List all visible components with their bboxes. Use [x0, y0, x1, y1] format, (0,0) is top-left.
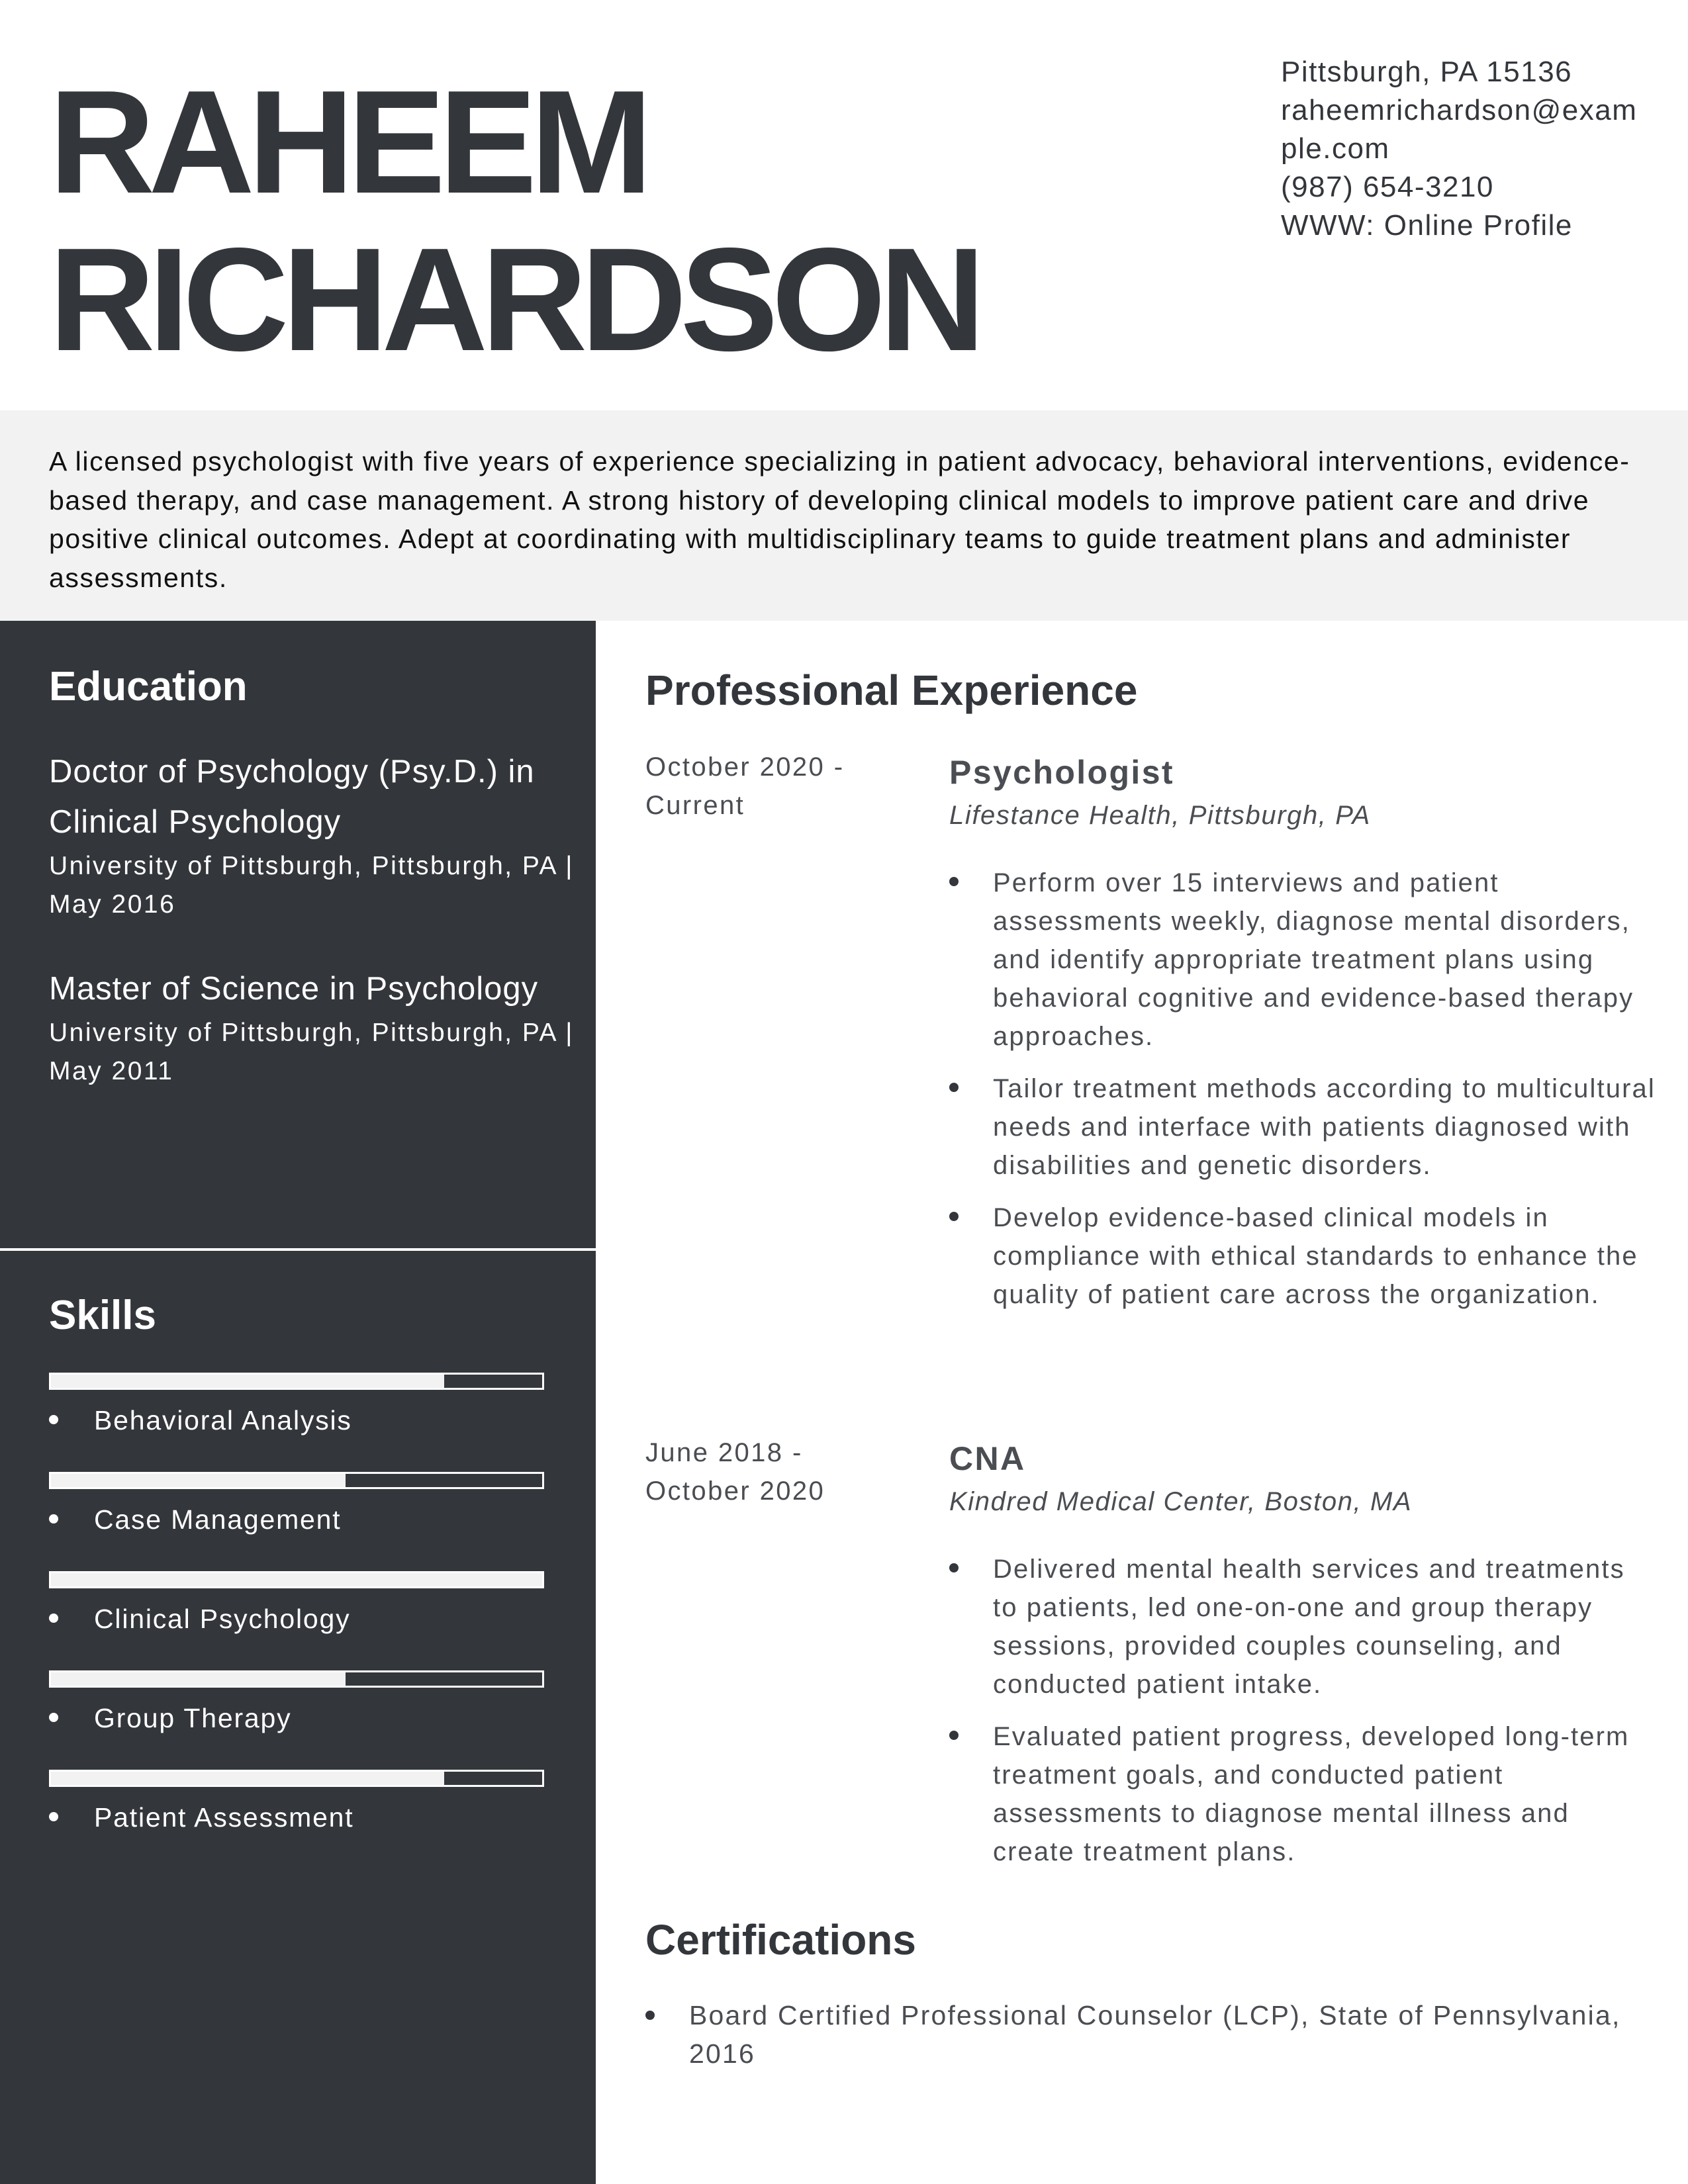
bullet-icon	[949, 1212, 959, 1221]
bullet-icon	[49, 1514, 58, 1524]
skill-label: Case Management	[94, 1504, 342, 1535]
education-school: University of Pittsburgh, Pittsburgh, PA | May 2016	[49, 852, 574, 919]
contact-location: Pittsburgh, PA 15136	[1281, 56, 1573, 88]
skill-level-bar	[49, 1373, 544, 1390]
certifications-title: Certifications	[645, 1916, 916, 1964]
summary-text: A licensed psychologist with five years of experience specializing in patient advocacy, behavioral interventions, evidence-based therapy, and case management. A strong history of developing clinical models to improve patient care and drive positive clinical outcomes. Adept at coordinating with multidisciplinary teams to guide treatment plans and administer assessments.	[49, 446, 1630, 593]
education-degree: Doctor of Psychology (Psy.D.) in Clinical Psychology	[49, 754, 535, 840]
job-bullet	[949, 1550, 1658, 1704]
job-title: Psychologist	[949, 754, 1174, 791]
bullet-icon	[49, 1713, 58, 1722]
certification-item	[645, 1996, 1658, 2073]
certification-text: Board Certified Professional Counselor (LCP), State of Pennsylvania, 2016	[689, 2000, 1621, 2069]
skill-level-fill	[51, 1772, 444, 1785]
skill-label: Patient Assessment	[94, 1802, 354, 1833]
skill-label: Behavioral Analysis	[94, 1405, 352, 1435]
sidebar-divider	[0, 1248, 596, 1251]
bullet-icon	[49, 1415, 58, 1424]
job-bullet	[949, 1069, 1658, 1185]
bullet-text: Tailor treatment methods according to multicultural needs and interface with patients diagnosed with disabilities and genetic disorders.	[993, 1074, 1656, 1180]
education-item	[49, 964, 579, 1091]
first-name: RAHEEM	[49, 60, 647, 224]
education-item	[49, 747, 579, 924]
bullet-icon	[949, 877, 959, 886]
job-dates: June 2018 - October 2020	[645, 1438, 825, 1506]
skill-level-bar	[49, 1770, 544, 1787]
bullet-icon	[949, 1731, 959, 1740]
job-bullet	[949, 864, 1658, 1056]
skill-level-bar	[49, 1670, 544, 1688]
bullet-icon	[949, 1563, 959, 1572]
skill-item	[49, 1600, 565, 1640]
job-bullets	[949, 864, 1658, 1328]
bullet-icon	[49, 1614, 58, 1623]
skill-level-bar	[49, 1571, 544, 1588]
bullet-text: Develop evidence-based clinical models in compliance with ethical standards to enhance the quality of patient care across the organization.	[993, 1203, 1638, 1309]
skill-label: Group Therapy	[94, 1703, 292, 1733]
job-bullets	[949, 1550, 1658, 1885]
experience-title: Professional Experience	[645, 666, 1138, 714]
job-company: Lifestance Health, Pittsburgh, PA	[949, 801, 1371, 830]
summary-section	[0, 410, 1688, 621]
skill-level-fill	[51, 1672, 346, 1686]
sidebar	[0, 621, 596, 2184]
skill-item	[49, 1700, 565, 1739]
skill-level-fill	[51, 1474, 346, 1487]
education-title: Education	[49, 664, 248, 709]
candidate-name	[49, 60, 1174, 382]
bullet-icon	[49, 1812, 58, 1821]
contact-phone: (987) 654-3210	[1281, 171, 1494, 203]
education-school: University of Pittsburgh, Pittsburgh, PA | May 2011	[49, 1019, 574, 1085]
bullet-text: Evaluated patient progress, developed long-term treatment goals, and conducted patient assessments to diagnose mental illness and create treatment plans.	[993, 1722, 1630, 1866]
skill-level-fill	[51, 1375, 444, 1388]
bullet-icon	[949, 1083, 959, 1092]
education-degree: Master of Science in Psychology	[49, 971, 539, 1007]
contact-email[interactable]: raheemrichardson@example.com	[1281, 94, 1638, 165]
skills-title: Skills	[49, 1293, 156, 1338]
bullet-text: Delivered mental health services and treatments to patients, led one-on-one and group therapy sessions, provided couples counseling, and conducted patient intake.	[993, 1555, 1625, 1699]
last-name: RICHARDSON	[49, 218, 979, 382]
skill-item	[49, 1402, 565, 1441]
job-company: Kindred Medical Center, Boston, MA	[949, 1487, 1413, 1516]
bullet-icon	[645, 2011, 655, 2020]
job-title: CNA	[949, 1440, 1026, 1477]
contact-info	[1281, 53, 1652, 245]
job-bullet	[949, 1199, 1658, 1314]
skill-level-bar	[49, 1472, 544, 1489]
skill-level-fill	[51, 1573, 542, 1586]
contact-website[interactable]: WWW: Online Profile	[1281, 209, 1573, 242]
skill-label: Clinical Psychology	[94, 1604, 351, 1634]
skill-item	[49, 1501, 565, 1541]
certifications-list	[645, 1996, 1658, 2073]
bullet-text: Perform over 15 interviews and patient assessments weekly, diagnose mental disorders, and identify appropriate treatment plans using behavioral cognitive and evidence-based therapy approaches.	[993, 868, 1634, 1051]
skill-item	[49, 1799, 565, 1839]
job-bullet	[949, 1717, 1658, 1871]
job-dates: October 2020 - Current	[645, 752, 845, 820]
